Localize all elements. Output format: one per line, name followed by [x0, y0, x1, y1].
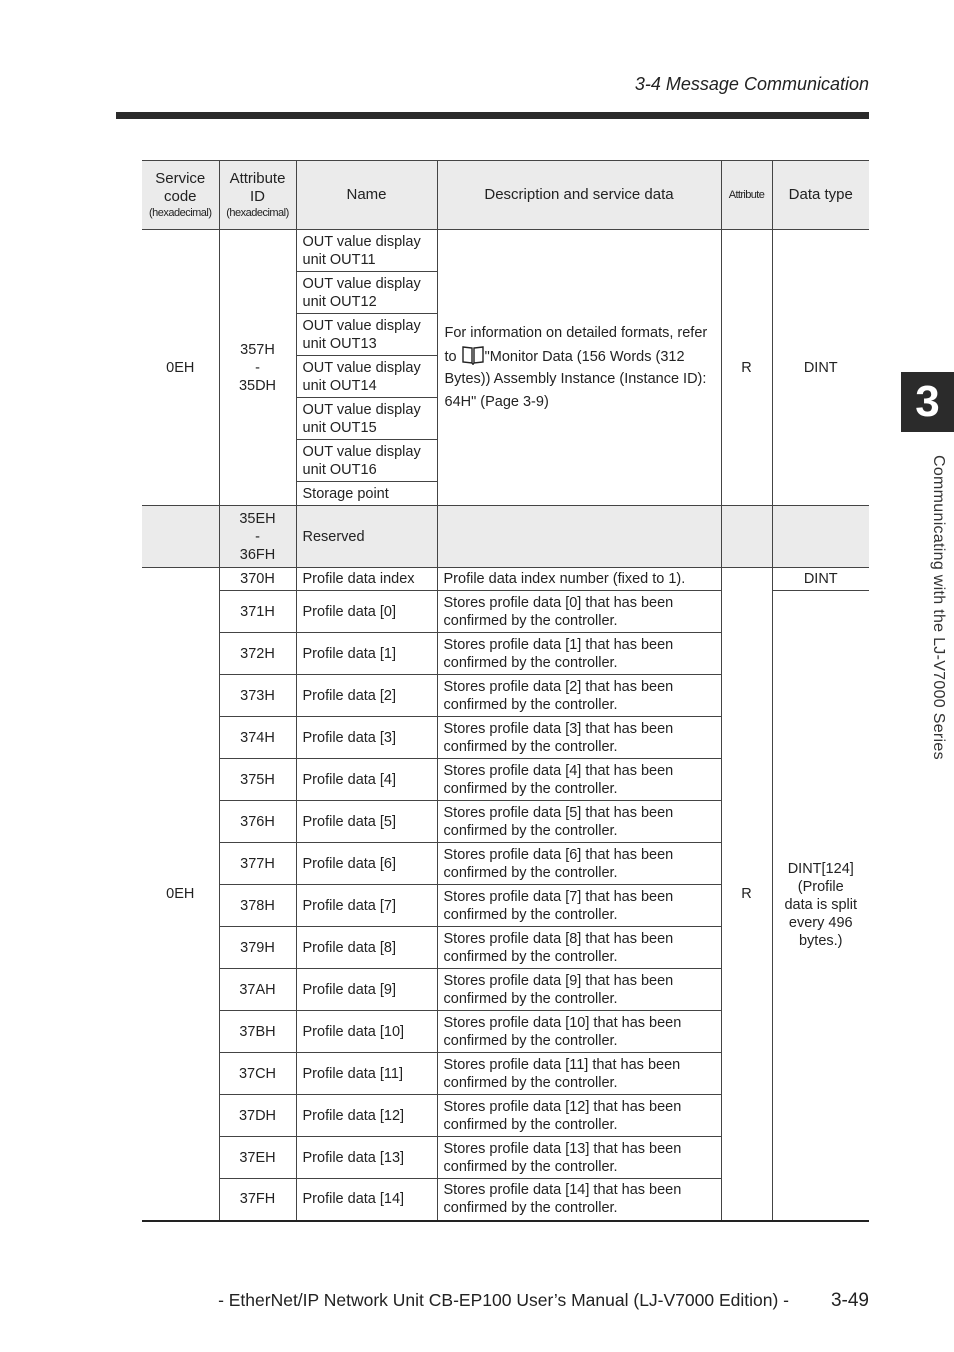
name-cell: Profile data [4] [296, 759, 437, 801]
attribute-id-cell: 37AH [219, 969, 296, 1011]
service-code-cell [142, 506, 219, 568]
attribute-id-cell: 376H [219, 801, 296, 843]
header-data-type: Data type [772, 161, 869, 230]
name-cell: OUT value display unit OUT13 [296, 314, 437, 356]
data-type-cell [772, 506, 869, 568]
section-title: 3-4 Message Communication [634, 74, 869, 94]
header-service-code-label: Service code [155, 170, 206, 205]
description-cell: Stores profile data [0] that has been confirmed by the controller. [437, 591, 721, 633]
attribute-id-cell: 374H [219, 717, 296, 759]
attribute-id-cell: 375H [219, 759, 296, 801]
description-cell: Stores profile data [10] that has been confirmed by the controller. [437, 1011, 721, 1053]
description-cell: Profile data index number (fixed to 1). [437, 568, 721, 591]
chapter-tab [901, 372, 954, 432]
attribute-id-cell: 372H [219, 633, 296, 675]
name-cell: Profile data [12] [296, 1095, 437, 1137]
header-attribute-id-label: Attribute ID [229, 170, 286, 205]
attribute-cell [721, 506, 772, 568]
name-cell: Profile data [0] [296, 591, 437, 633]
attribute-id-cell: 37DH [219, 1095, 296, 1137]
description-cell: Stores profile data [2] that has been confirmed by the controller. [437, 675, 721, 717]
header-attribute-id [219, 161, 296, 230]
attribute-table [142, 160, 869, 1222]
description-cell: Stores profile data [1] that has been confirmed by the controller. [437, 633, 721, 675]
name-cell: Profile data [9] [296, 969, 437, 1011]
description-cell: Stores profile data [11] that has been confirmed by the controller. [437, 1053, 721, 1095]
description-cell: Stores profile data [13] that has been confirmed by the controller. [437, 1137, 721, 1179]
name-cell: Profile data [10] [296, 1011, 437, 1053]
description-cell: Stores profile data [6] that has been confirmed by the controller. [437, 843, 721, 885]
header-description: Description and service data [437, 161, 721, 230]
name-cell: Profile data [1] [296, 633, 437, 675]
description-text [444, 322, 715, 413]
attribute-cell: R [721, 568, 772, 1221]
description-cell: Stores profile data [14] that has been confirmed by the controller. [437, 1179, 721, 1221]
data-type-cell: DINT [772, 230, 869, 506]
description-cell [437, 230, 721, 506]
name-cell: Profile data [8] [296, 927, 437, 969]
description-cell [437, 506, 721, 568]
attribute-id-cell: 379H [219, 927, 296, 969]
name-cell: OUT value display unit OUT12 [296, 272, 437, 314]
table-header-row [142, 161, 869, 230]
name-cell: OUT value display unit OUT16 [296, 440, 437, 482]
attribute-id-cell: 37CH [219, 1053, 296, 1095]
reserved-row [142, 506, 869, 568]
name-cell: OUT value display unit OUT11 [296, 230, 437, 272]
name-cell: OUT value display unit OUT14 [296, 356, 437, 398]
attribute-id-cell: 377H [219, 843, 296, 885]
description-post: "Monitor Data (156 Words (312 Bytes)) Assembly Instance (Instance ID): 64H" (Page 3-9) [444, 348, 707, 410]
name-cell: Profile data [14] [296, 1179, 437, 1221]
book-reference-icon [462, 345, 484, 365]
header-attribute: Attribute [721, 161, 772, 230]
name-cell: Reserved [296, 506, 437, 568]
header-attribute-id-sub: (hexadecimal) [226, 207, 289, 219]
attribute-id-cell: 357H - 35DH [219, 230, 296, 506]
description-cell: Stores profile data [3] that has been confirmed by the controller. [437, 717, 721, 759]
table-row [142, 230, 869, 272]
name-cell: Profile data [5] [296, 801, 437, 843]
page-number: 3-49 [830, 1290, 869, 1311]
attribute-id-cell: 37FH [219, 1179, 296, 1221]
attribute-id-cell: 37BH [219, 1011, 296, 1053]
attribute-id-cell: 35EH - 36FH [219, 506, 296, 568]
description-cell: Stores profile data [9] that has been confirmed by the controller. [437, 969, 721, 1011]
attribute-id-cell: 370H [219, 568, 296, 591]
attribute-id-cell: 373H [219, 675, 296, 717]
attribute-cell: R [721, 230, 772, 506]
description-cell: Stores profile data [4] that has been confirmed by the controller. [437, 759, 721, 801]
page-footer [0, 1290, 954, 1314]
name-cell: Storage point [296, 482, 437, 506]
description-cell: Stores profile data [7] that has been confirmed by the controller. [437, 885, 721, 927]
name-cell: Profile data [3] [296, 717, 437, 759]
description-pre: For information on detailed formats, refer to [444, 325, 708, 365]
description-cell: Stores profile data [5] that has been confirmed by the controller. [437, 801, 721, 843]
manual-title: - EtherNet/IP Network Unit CB-EP100 User’s Manual (LJ-V7000 Edition) - [218, 1290, 789, 1310]
description-cell: Stores profile data [8] that has been confirmed by the controller. [437, 927, 721, 969]
table-row [142, 568, 869, 591]
header-service-code [142, 161, 219, 230]
name-cell: Profile data [11] [296, 1053, 437, 1095]
header-rule [116, 112, 869, 119]
attribute-id-cell: 37EH [219, 1137, 296, 1179]
name-cell: Profile data [6] [296, 843, 437, 885]
name-cell: Profile data [2] [296, 675, 437, 717]
attribute-id-cell: 371H [219, 591, 296, 633]
header-name: Name [296, 161, 437, 230]
data-type-cell: DINT [772, 568, 869, 591]
service-code-cell: 0EH [142, 568, 219, 1221]
description-cell: Stores profile data [12] that has been confirmed by the controller. [437, 1095, 721, 1137]
chapter-side-title: Communicating with the LJ-V7000 Series [930, 455, 947, 760]
name-cell: Profile data [13] [296, 1137, 437, 1179]
attribute-id-cell: 378H [219, 885, 296, 927]
data-type-cell: DINT[124] (Profile data is split every 496 bytes.) [772, 591, 869, 1221]
chapter-number: 3 [915, 377, 940, 426]
name-cell: Profile data [7] [296, 885, 437, 927]
name-cell: Profile data index [296, 568, 437, 591]
name-cell: OUT value display unit OUT15 [296, 398, 437, 440]
header-service-code-sub: (hexadecimal) [148, 207, 212, 219]
service-code-cell: 0EH [142, 230, 219, 506]
